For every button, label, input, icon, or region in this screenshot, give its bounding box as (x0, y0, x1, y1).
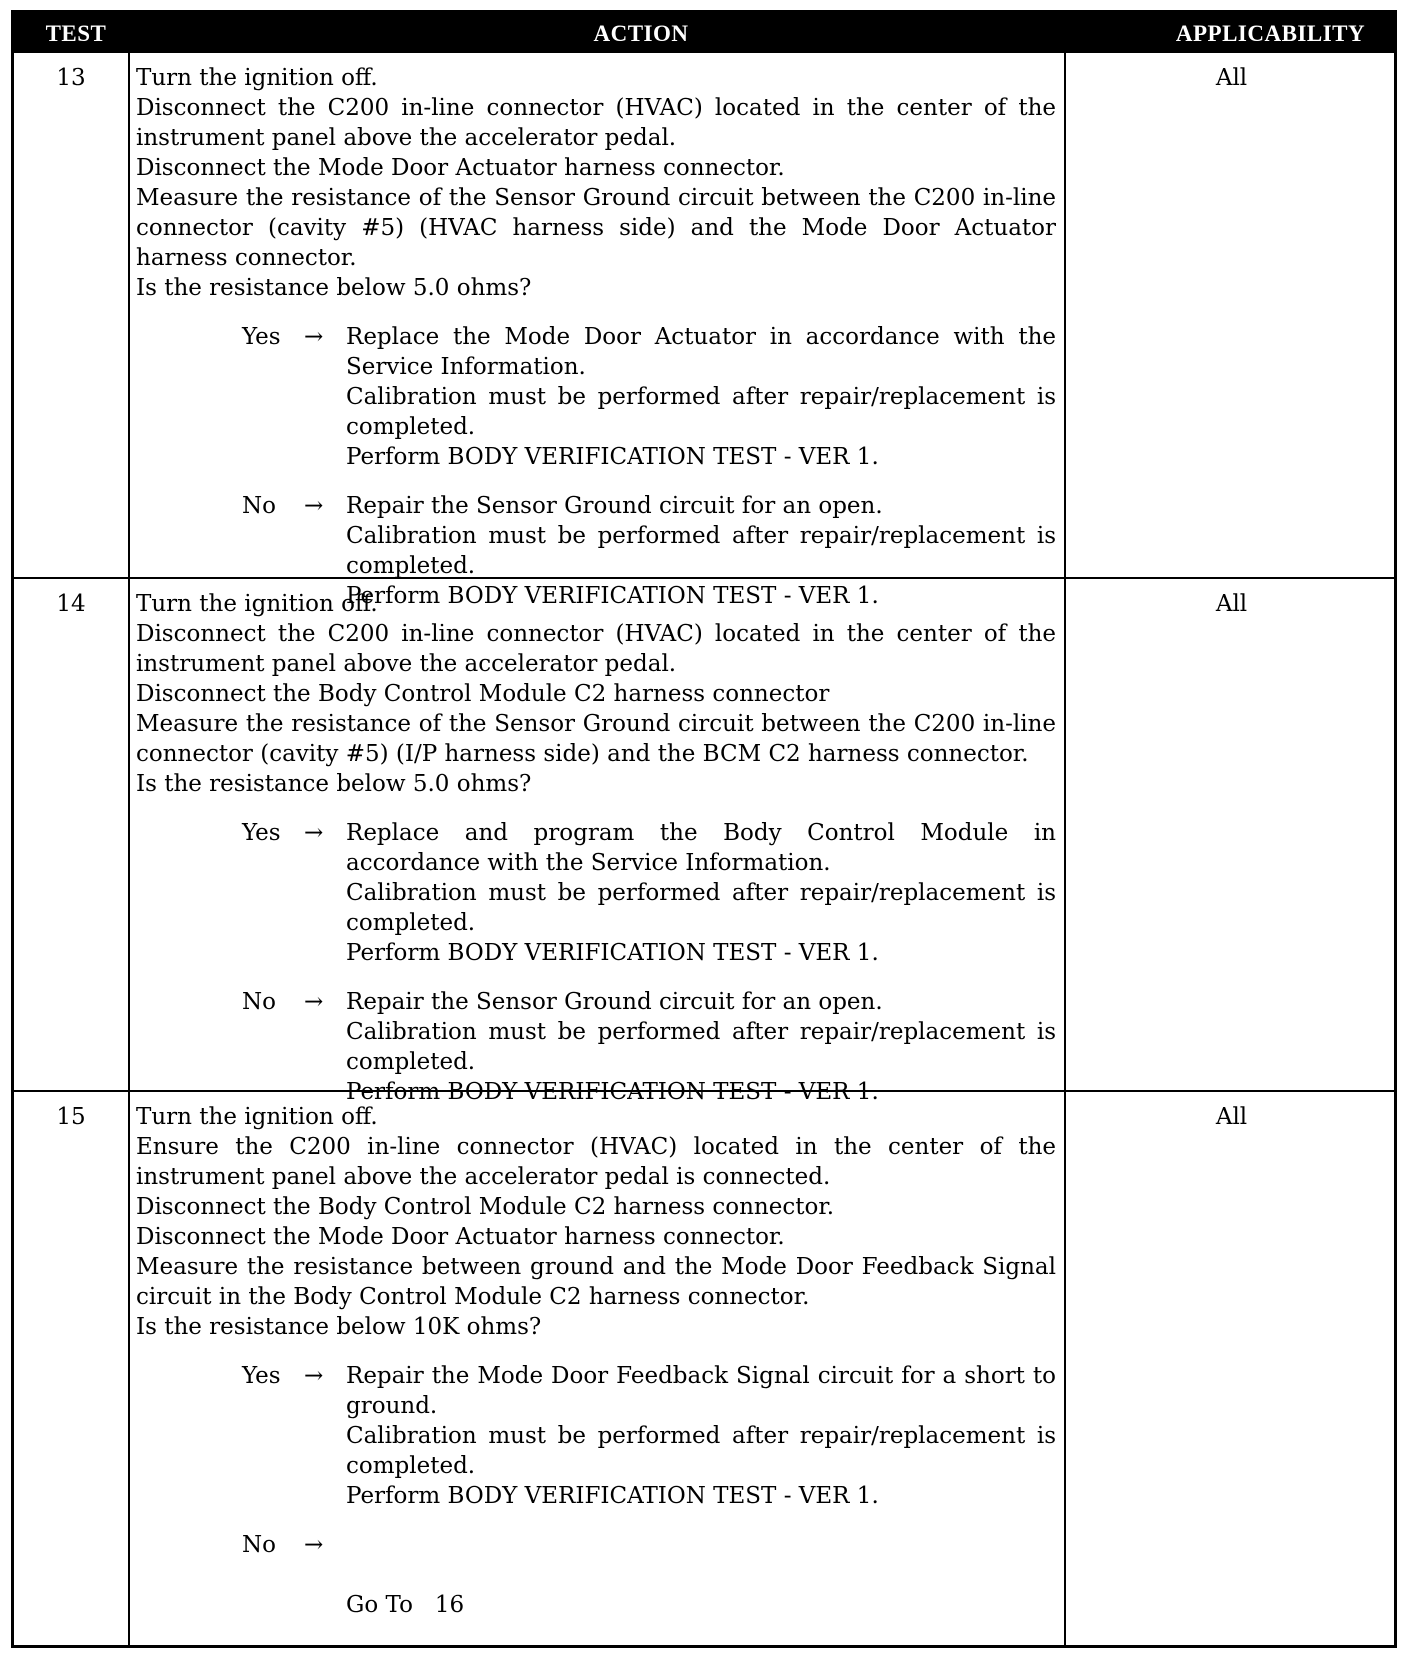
right-arrow-icon: → (304, 493, 324, 519)
action-step: Turn the ignition off. (136, 591, 378, 617)
right-arrow-icon: → (304, 820, 324, 846)
branch-line: Perform BODY VERIFICATION TEST - VER 1. (346, 1079, 879, 1105)
branch-line: Perform BODY VERIFICATION TEST - VER 1. (346, 583, 879, 609)
right-arrow-icon: → (304, 989, 324, 1015)
yes-label: Yes (242, 1363, 281, 1389)
action-step: Measure the resistance of the Sensor Ground circuit between the C200 in-line connector (cavity #5) (I/P harness side) and the BCM C2 harness connector. (136, 711, 1056, 767)
header-action: ACTION (593, 21, 689, 46)
action-cell (136, 63, 1056, 611)
branch-line: Perform BODY VERIFICATION TEST - VER 1. (346, 940, 879, 966)
action-step: Is the resistance below 5.0 ohms? (136, 275, 532, 301)
no-label: No (242, 493, 276, 519)
no-branch (136, 987, 1056, 1107)
action-step: Is the resistance below 5.0 ohms? (136, 771, 532, 797)
applicability-value: All (1215, 591, 1248, 617)
test-number: 15 (56, 1104, 86, 1130)
right-arrow-icon: → (304, 1532, 324, 1558)
yes-label: Yes (242, 820, 281, 846)
action-step: Ensure the C200 in-line connector (HVAC) located in the center of the instrument panel above the accelerator pedal is connected. (136, 1134, 1056, 1190)
diagnostic-test-table (11, 10, 1397, 1648)
action-cell (136, 589, 1056, 1107)
branch-line: Calibration must be performed after repair/replacement is completed. (346, 1423, 1056, 1479)
right-arrow-icon: → (304, 324, 324, 350)
branch-line: Repair the Sensor Ground circuit for an open. (346, 989, 883, 1015)
action-step: Is the resistance below 10K ohms? (136, 1314, 542, 1340)
branch-line: Perform BODY VERIFICATION TEST - VER 1. (346, 444, 879, 470)
branch-line: Repair the Sensor Ground circuit for an open. (346, 493, 883, 519)
action-step: Disconnect the Mode Door Actuator harness connector. (136, 1224, 785, 1250)
branch-line: Calibration must be performed after repair/replacement is completed. (346, 880, 1056, 936)
go-to-step-link: Go To 16 (346, 1592, 465, 1618)
yes-branch (136, 818, 1056, 968)
table-row (14, 579, 1394, 1105)
branch-line: Perform BODY VERIFICATION TEST - VER 1. (346, 1483, 879, 1509)
action-step: Turn the ignition off. (136, 1104, 378, 1130)
action-step: Disconnect the Body Control Module C2 harness connector. (136, 1194, 835, 1220)
action-step: Disconnect the C200 in-line connector (HVAC) located in the center of the instrument panel above the accelerator pedal. (136, 621, 1056, 677)
branch-line: Calibration must be performed after repair/replacement is completed. (346, 1019, 1056, 1075)
branch-line: Replace the Mode Door Actuator in accordance with the Service Information. (346, 324, 1056, 380)
action-cell (136, 1102, 1056, 1680)
yes-label: Yes (242, 324, 281, 350)
branch-line: Calibration must be performed after repair/replacement is completed. (346, 523, 1056, 579)
action-step: Disconnect the Body Control Module C2 harness connector (136, 681, 830, 707)
header-test: TEST (45, 21, 107, 46)
table-header (14, 13, 1394, 53)
no-label: No (242, 989, 276, 1015)
test-number: 14 (56, 591, 86, 617)
action-step: Measure the resistance between ground and the Mode Door Feedback Signal circuit in the Body Control Module C2 harness connector. (136, 1254, 1056, 1310)
action-step: Measure the resistance of the Sensor Ground circuit between the C200 in-line connector (cavity #5) (HVAC harness side) and the Mode Door Actuator harness connector. (136, 185, 1056, 271)
no-label: No (242, 1532, 276, 1558)
header-applicability: APPLICABILITY (1175, 21, 1366, 46)
applicability-value: All (1215, 1104, 1248, 1130)
branch-line: Replace and program the Body Control Module in accordance with the Service Information. (346, 820, 1056, 876)
yes-branch (136, 322, 1056, 472)
table-row (14, 1092, 1394, 1645)
branch-line: Calibration must be performed after repair/replacement is completed. (346, 384, 1056, 440)
branch-line: Repair the Mode Door Feedback Signal circuit for a short to ground. (346, 1363, 1056, 1419)
action-step: Turn the ignition off. (136, 65, 378, 91)
right-arrow-icon: → (304, 1363, 324, 1389)
action-step: Disconnect the Mode Door Actuator harness connector. (136, 155, 785, 181)
yes-branch (136, 1361, 1056, 1511)
action-step: Disconnect the C200 in-line connector (HVAC) located in the center of the instrument panel above the accelerator pedal. (136, 95, 1056, 151)
test-number: 13 (56, 65, 86, 91)
applicability-value: All (1215, 65, 1248, 91)
